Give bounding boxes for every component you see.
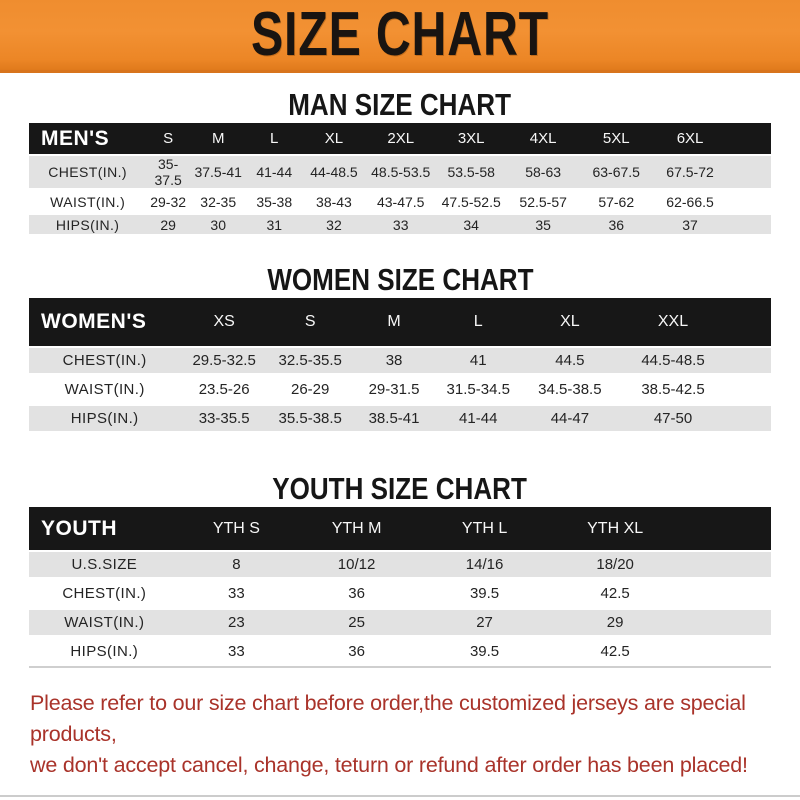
women-col-m: M — [352, 298, 435, 346]
disclaimer-line-1: Please refer to our size chart before order,the customized jerseys are special products, — [30, 691, 746, 746]
cell: 39.5 — [420, 637, 549, 666]
men-section-heading — [0, 87, 800, 123]
men-col-xl: XL — [302, 123, 366, 154]
men-col-l: L — [246, 123, 302, 154]
men-waist-row — [29, 190, 771, 213]
cell: 67.5-72 — [653, 154, 727, 190]
cell: 41 — [436, 346, 521, 375]
youth-waist-row — [29, 608, 771, 637]
women-size-table — [29, 298, 771, 433]
men-hips-row — [29, 213, 771, 236]
youth-section-heading-text: YOUTH SIZE CHART — [272, 471, 528, 506]
cell: 44-48.5 — [302, 154, 366, 190]
cell: 35-38 — [246, 190, 302, 213]
banner-title: SIZE CHART — [251, 0, 549, 69]
cell: 33 — [180, 579, 294, 608]
cell: 36 — [580, 213, 653, 236]
men-col-5xl: 5XL — [580, 123, 653, 154]
women-header-label: WOMEN'S — [29, 298, 180, 346]
cell: 29-32 — [146, 190, 190, 213]
cell: 52.5-57 — [507, 190, 580, 213]
cell: 36 — [293, 637, 420, 666]
spacer-cell — [681, 579, 771, 608]
women-waist-row — [29, 375, 771, 404]
women-col-xxl: XXL — [619, 298, 727, 346]
cell: 25 — [293, 608, 420, 637]
spacer-cell — [727, 123, 771, 154]
cell: 35 — [507, 213, 580, 236]
men-col-6xl: 6XL — [653, 123, 727, 154]
youth-header-label: YOUTH — [29, 507, 180, 550]
cell: 27 — [420, 608, 549, 637]
women-chest-row — [29, 346, 771, 375]
spacer-cell — [727, 346, 771, 375]
spacer-cell — [681, 507, 771, 550]
cell: 38.5-42.5 — [619, 375, 727, 404]
cell: 48.5-53.5 — [366, 154, 436, 190]
cell: 42.5 — [549, 637, 681, 666]
spacer-cell — [681, 608, 771, 637]
cell: 14/16 — [420, 550, 549, 579]
cell: 35.5-38.5 — [268, 404, 353, 433]
bottom-border — [0, 795, 800, 797]
youth-size-table — [29, 507, 771, 668]
youth-col-s: YTH S — [180, 507, 294, 550]
women-col-xs: XS — [180, 298, 268, 346]
youth-header-row — [29, 507, 771, 550]
cell: 37 — [653, 213, 727, 236]
men-header-label: MEN'S — [29, 123, 146, 154]
youth-col-l: YTH L — [420, 507, 549, 550]
women-col-l: L — [436, 298, 521, 346]
youth-col-m: YTH M — [293, 507, 420, 550]
women-col-s: S — [268, 298, 353, 346]
cell: 33 — [366, 213, 436, 236]
men-section-heading-text: MAN SIZE CHART — [288, 87, 512, 122]
youth-ussize-row — [29, 550, 771, 579]
spacer-cell — [681, 637, 771, 666]
cell: 47.5-52.5 — [436, 190, 507, 213]
cell: 26-29 — [268, 375, 353, 404]
youth-chest-row — [29, 579, 771, 608]
cell: 30 — [190, 213, 246, 236]
youth-section-heading — [0, 471, 800, 507]
cell: 42.5 — [549, 579, 681, 608]
cell: 44-47 — [521, 404, 619, 433]
row-label: WAIST(IN.) — [29, 190, 146, 213]
cell: 33 — [180, 637, 294, 666]
cell: 32 — [302, 213, 366, 236]
spacer-cell — [727, 154, 771, 190]
disclaimer-line-2: we don't accept cancel, change, teturn or refund after order has been placed! — [30, 753, 748, 777]
disclaimer — [30, 688, 800, 781]
men-col-m: M — [190, 123, 246, 154]
men-chest-row — [29, 154, 771, 190]
cell: 32-35 — [190, 190, 246, 213]
cell: 57-62 — [580, 190, 653, 213]
cell: 53.5-58 — [436, 154, 507, 190]
row-label: CHEST(IN.) — [29, 346, 180, 375]
spacer-cell — [681, 550, 771, 579]
cell: 63-67.5 — [580, 154, 653, 190]
cell: 33-35.5 — [180, 404, 268, 433]
cell: 43-47.5 — [366, 190, 436, 213]
cell: 31 — [246, 213, 302, 236]
cell: 62-66.5 — [653, 190, 727, 213]
cell: 47-50 — [619, 404, 727, 433]
men-size-table — [29, 123, 771, 236]
row-label: HIPS(IN.) — [29, 637, 180, 666]
spacer-cell — [727, 375, 771, 404]
cell: 34 — [436, 213, 507, 236]
men-col-3xl: 3XL — [436, 123, 507, 154]
women-col-xl: XL — [521, 298, 619, 346]
cell: 35-37.5 — [146, 154, 190, 190]
cell: 37.5-41 — [190, 154, 246, 190]
size-chart-banner — [0, 0, 800, 73]
men-col-s: S — [146, 123, 190, 154]
row-label: U.S.SIZE — [29, 550, 180, 579]
spacer-cell — [727, 190, 771, 213]
cell: 41-44 — [436, 404, 521, 433]
cell: 39.5 — [420, 579, 549, 608]
row-label: CHEST(IN.) — [29, 154, 146, 190]
men-col-2xl: 2XL — [366, 123, 436, 154]
cell: 38 — [352, 346, 435, 375]
cell: 23 — [180, 608, 294, 637]
cell: 29.5-32.5 — [180, 346, 268, 375]
cell: 10/12 — [293, 550, 420, 579]
cell: 31.5-34.5 — [436, 375, 521, 404]
cell: 41-44 — [246, 154, 302, 190]
cell: 32.5-35.5 — [268, 346, 353, 375]
cell: 29 — [549, 608, 681, 637]
men-header-row — [29, 123, 771, 154]
youth-col-xl: YTH XL — [549, 507, 681, 550]
spacer-cell — [727, 298, 771, 346]
women-header-row — [29, 298, 771, 346]
cell: 58-63 — [507, 154, 580, 190]
women-section-heading — [0, 262, 800, 298]
spacer-cell — [727, 404, 771, 433]
women-hips-row — [29, 404, 771, 433]
row-label: WAIST(IN.) — [29, 608, 180, 637]
row-label: HIPS(IN.) — [29, 213, 146, 236]
cell: 44.5-48.5 — [619, 346, 727, 375]
row-label: HIPS(IN.) — [29, 404, 180, 433]
cell: 34.5-38.5 — [521, 375, 619, 404]
women-section-heading-text: WOMEN SIZE CHART — [266, 262, 534, 297]
cell: 29 — [146, 213, 190, 236]
row-label: CHEST(IN.) — [29, 579, 180, 608]
cell: 38.5-41 — [352, 404, 435, 433]
spacer-cell — [727, 213, 771, 236]
youth-hips-row — [29, 637, 771, 666]
cell: 23.5-26 — [180, 375, 268, 404]
cell: 8 — [180, 550, 294, 579]
men-col-4xl: 4XL — [507, 123, 580, 154]
cell: 18/20 — [549, 550, 681, 579]
cell: 38-43 — [302, 190, 366, 213]
cell: 44.5 — [521, 346, 619, 375]
row-label: WAIST(IN.) — [29, 375, 180, 404]
cell: 29-31.5 — [352, 375, 435, 404]
cell: 36 — [293, 579, 420, 608]
